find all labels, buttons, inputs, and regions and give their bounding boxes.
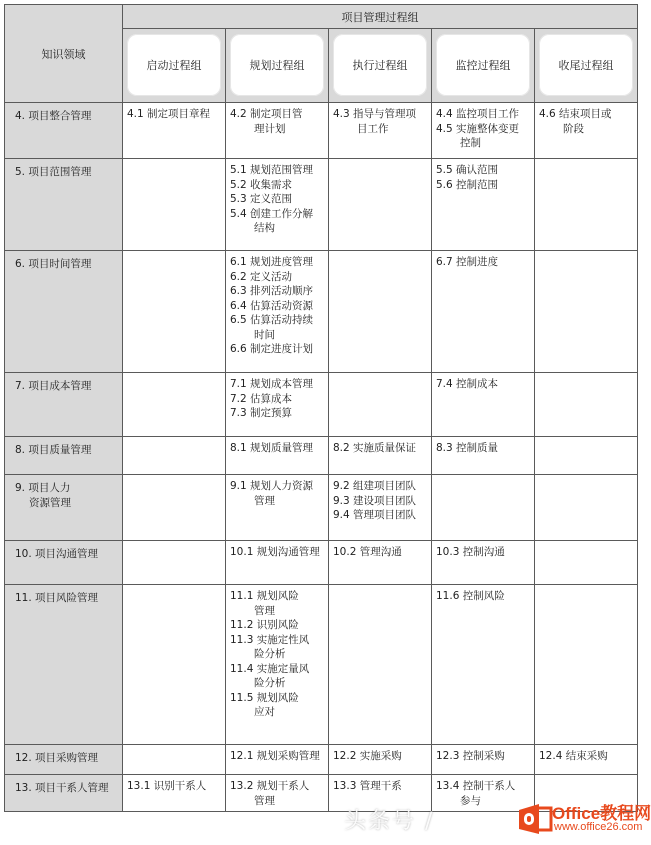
process-line: 6.2 定义活动 — [230, 270, 293, 283]
knowledge-area-label: 4. 项目整合管理 — [15, 110, 92, 122]
process-cell-planning — [226, 541, 329, 585]
knowledge-area-cell — [5, 437, 123, 475]
process-cell-monitoring — [432, 585, 535, 745]
process-cell-monitoring — [432, 541, 535, 585]
table-row — [5, 775, 638, 812]
process-cell-initiating — [123, 159, 226, 251]
process-cell-initiating — [123, 437, 226, 475]
process-line: 控制 — [460, 137, 481, 149]
process-line: 险分析 — [254, 677, 286, 689]
process-cell-executing — [329, 437, 432, 475]
process-line: 13.1 识别干系人 — [127, 780, 207, 792]
process-line: 险分析 — [254, 648, 286, 660]
process-cell-planning — [226, 745, 329, 775]
header-row-group — [5, 5, 638, 29]
process-line: 6.4 估算活动资源 — [230, 299, 314, 312]
process-line: 4.3 指导与管理项 — [333, 108, 417, 120]
process-line: 4.5 实施整体变更 — [436, 122, 520, 135]
process-line: 4.6 结束项目或 — [539, 108, 612, 120]
knowledge-area-cell — [5, 541, 123, 585]
process-cell-executing — [329, 585, 432, 745]
process-group-header — [123, 5, 638, 29]
phase-box — [333, 34, 427, 96]
process-line: 6.6 制定进度计划 — [230, 343, 314, 355]
process-line: 9.2 组建项目团队 — [333, 480, 417, 492]
phase-label: 规划过程组 — [249, 59, 305, 72]
process-line: 理计划 — [254, 122, 286, 135]
process-matrix-table — [4, 4, 638, 812]
process-line: 7.1 规划成本管理 — [230, 378, 314, 390]
process-line: 5.5 确认范围 — [436, 164, 499, 176]
process-cell-planning — [226, 103, 329, 159]
knowledge-area-label: 10. 项目沟通管理 — [15, 548, 99, 560]
process-line: 9.1 规划人力资源 — [230, 480, 314, 492]
knowledge-area-header-label: 知识领域 — [41, 47, 86, 61]
knowledge-area-header — [5, 5, 123, 103]
process-cell-monitoring — [432, 373, 535, 437]
watermark-url: www.office26.com — [554, 821, 643, 833]
process-line: 11.4 实施定量风 — [230, 662, 310, 675]
table-row — [5, 103, 638, 159]
knowledge-area-label: 11. 项目风险管理 — [15, 592, 99, 604]
process-line: 结构 — [254, 222, 275, 234]
process-line: 6.1 规划进度管理 — [230, 256, 314, 268]
process-cell-closing — [535, 103, 638, 159]
knowledge-area-cell — [5, 103, 123, 159]
process-cell-executing — [329, 103, 432, 159]
process-cell-initiating — [123, 373, 226, 437]
process-cell-planning — [226, 475, 329, 541]
process-cell-closing — [535, 745, 638, 775]
process-line: 5.1 规划范围管理 — [230, 164, 314, 176]
phase-label: 收尾过程组 — [558, 59, 614, 72]
process-cell-closing — [535, 373, 638, 437]
phase-planning — [226, 29, 329, 103]
phase-label: 执行过程组 — [352, 59, 408, 72]
process-cell-executing — [329, 159, 432, 251]
process-line: 7.2 估算成本 — [230, 392, 293, 405]
watermark-source-text: 头条号 / — [344, 809, 435, 834]
knowledge-area-cell — [5, 775, 123, 812]
knowledge-area-cell — [5, 159, 123, 251]
process-cell-closing — [535, 585, 638, 745]
process-cell-initiating — [123, 585, 226, 745]
phase-box — [436, 34, 530, 96]
process-line: 5.6 控制范围 — [436, 178, 499, 191]
process-cell-planning — [226, 159, 329, 251]
process-cell-executing — [329, 541, 432, 585]
process-cell-closing — [535, 541, 638, 585]
process-line: 应对 — [254, 706, 275, 718]
knowledge-area-label: 8. 项目质量管理 — [15, 444, 92, 456]
process-line: 6.5 估算活动持续 — [230, 314, 314, 326]
process-line: 7.3 制定预算 — [230, 407, 293, 419]
table-row — [5, 251, 638, 373]
table-row — [5, 585, 638, 745]
process-cell-initiating — [123, 475, 226, 541]
process-line: 13.3 管理干系 — [333, 780, 402, 792]
process-line: 13.4 控制干系人 — [436, 780, 516, 792]
process-cell-monitoring — [432, 745, 535, 775]
phase-box — [127, 34, 221, 96]
knowledge-area-cell — [5, 585, 123, 745]
process-line: 12.1 规划采购管理 — [230, 750, 320, 762]
process-line: 7.4 控制成本 — [436, 378, 499, 390]
process-line: 管理 — [254, 794, 275, 807]
process-cell-planning — [226, 775, 329, 812]
process-cell-executing — [329, 745, 432, 775]
process-cell-closing — [535, 159, 638, 251]
phase-label: 启动过程组 — [146, 59, 202, 72]
matrix-body — [5, 103, 638, 812]
process-line: 4.4 监控项目工作 — [436, 108, 520, 120]
table-row — [5, 745, 638, 775]
process-line: 10.3 控制沟通 — [436, 546, 505, 558]
watermark-brand: Office教程网 — [552, 804, 651, 823]
table-row — [5, 437, 638, 475]
process-cell-monitoring — [432, 775, 535, 812]
process-cell-executing — [329, 373, 432, 437]
process-cell-initiating — [123, 745, 226, 775]
process-line: 4.2 制定项目管 — [230, 108, 303, 120]
knowledge-area-cell — [5, 251, 123, 373]
process-line: 5.3 定义范围 — [230, 193, 293, 205]
knowledge-area-label: 12. 项目采购管理 — [15, 752, 99, 764]
process-cell-closing — [535, 437, 638, 475]
process-line: 10.2 管理沟通 — [333, 546, 402, 558]
phase-executing — [329, 29, 432, 103]
phase-closing — [535, 29, 638, 103]
process-line: 8.3 控制质量 — [436, 442, 499, 454]
process-cell-monitoring — [432, 159, 535, 251]
process-cell-executing — [329, 475, 432, 541]
phase-box — [539, 34, 633, 96]
process-cell-initiating — [123, 103, 226, 159]
process-line: 8.1 规划质量管理 — [230, 442, 314, 454]
process-cell-executing — [329, 775, 432, 812]
process-line: 目工作 — [357, 122, 389, 135]
process-cell-monitoring — [432, 251, 535, 373]
process-line: 管理 — [254, 604, 275, 617]
process-line: 6.7 控制进度 — [436, 256, 499, 268]
process-cell-monitoring — [432, 437, 535, 475]
process-line: 参与 — [460, 794, 481, 807]
process-cell-initiating — [123, 251, 226, 373]
process-line: 11.5 规划风险 — [230, 691, 299, 704]
process-line: 12.2 实施采购 — [333, 750, 402, 762]
process-line: 6.3 排列活动顺序 — [230, 285, 314, 297]
table-row — [5, 541, 638, 585]
process-cell-closing — [535, 775, 638, 812]
knowledge-area-cell — [5, 373, 123, 437]
knowledge-area-label: 13. 项目干系人管理 — [15, 782, 109, 794]
process-line: 阶段 — [563, 122, 584, 135]
phase-monitoring — [432, 29, 535, 103]
phase-box — [230, 34, 324, 96]
process-cell-planning — [226, 251, 329, 373]
knowledge-area-cell — [5, 745, 123, 775]
process-cell-planning — [226, 437, 329, 475]
process-cell-closing — [535, 475, 638, 541]
knowledge-area-label: 9. 项目人力 — [15, 482, 71, 494]
table-row — [5, 159, 638, 251]
process-cell-planning — [226, 373, 329, 437]
process-group-header-label: 项目管理过程组 — [341, 10, 419, 24]
process-line: 11.2 识别风险 — [230, 619, 299, 631]
process-line: 4.1 制定项目章程 — [127, 108, 211, 120]
knowledge-area-label: 资源管理 — [29, 497, 71, 509]
knowledge-area-label: 5. 项目范围管理 — [15, 166, 92, 178]
process-line: 8.2 实施质量保证 — [333, 442, 417, 454]
process-cell-closing — [535, 251, 638, 373]
process-line: 5.2 收集需求 — [230, 178, 293, 191]
process-cell-initiating — [123, 775, 226, 812]
process-line: 12.3 控制采购 — [436, 750, 505, 762]
process-cell-initiating — [123, 541, 226, 585]
process-line: 管理 — [254, 494, 275, 507]
process-line: 9.4 管理项目团队 — [333, 509, 417, 521]
process-cell-monitoring — [432, 475, 535, 541]
process-line: 11.1 规划风险 — [230, 590, 299, 602]
process-line: 11.6 控制风险 — [436, 590, 505, 602]
process-line: 5.4 创建工作分解 — [230, 207, 314, 220]
process-line: 9.3 建设项目团队 — [333, 494, 417, 507]
table-row — [5, 373, 638, 437]
knowledge-area-cell — [5, 475, 123, 541]
process-cell-executing — [329, 251, 432, 373]
process-line: 12.4 结束采购 — [539, 750, 608, 762]
knowledge-area-label: 7. 项目成本管理 — [15, 380, 92, 392]
process-line: 11.3 实施定性风 — [230, 633, 310, 646]
process-line: 10.1 规划沟通管理 — [230, 546, 320, 558]
knowledge-area-label: 6. 项目时间管理 — [15, 258, 92, 270]
process-line: 时间 — [254, 328, 275, 341]
table-row — [5, 475, 638, 541]
process-cell-monitoring — [432, 103, 535, 159]
process-line: 13.2 规划干系人 — [230, 780, 310, 792]
phase-label: 监控过程组 — [455, 59, 511, 72]
phase-initiating — [123, 29, 226, 103]
process-cell-planning — [226, 585, 329, 745]
